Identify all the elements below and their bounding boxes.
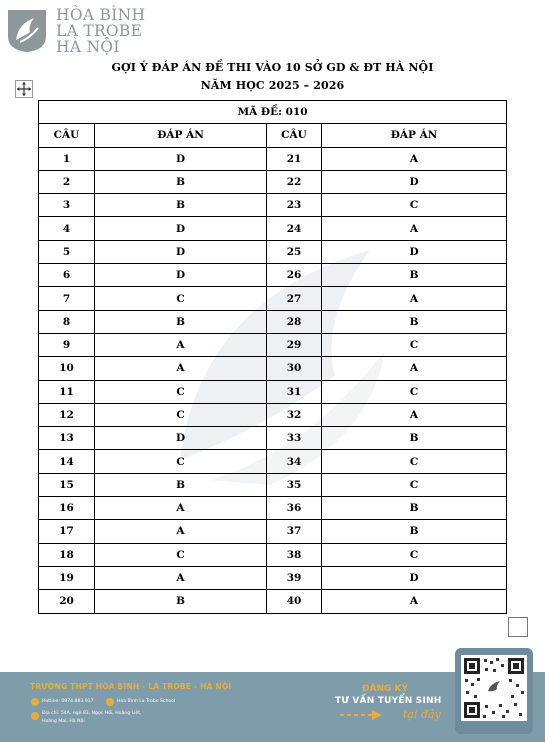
question-number-right: 26	[267, 264, 322, 287]
question-number-right: 32	[267, 403, 322, 426]
answer-left: B	[95, 590, 267, 613]
answer-key-table	[38, 100, 507, 614]
question-number-left: 9	[39, 333, 95, 356]
exam-code-row	[39, 101, 507, 124]
question-number-left: 8	[39, 310, 95, 333]
answer-left: C	[95, 380, 267, 403]
question-number-right: 34	[267, 450, 322, 473]
logo-line-2: LA TROBE	[56, 22, 143, 40]
answer-right: C	[322, 450, 507, 473]
answer-left: D	[95, 264, 267, 287]
logo-wordmark	[56, 7, 145, 55]
table-resize-handle[interactable]	[508, 617, 528, 637]
question-number-left: 19	[39, 566, 95, 589]
table-row	[39, 240, 507, 263]
table-row	[39, 333, 507, 356]
answer-left: B	[95, 310, 267, 333]
answer-left: D	[95, 427, 267, 450]
answer-left: A	[95, 566, 267, 589]
question-number-right: 24	[267, 217, 322, 240]
question-number-left: 17	[39, 520, 95, 543]
answer-left: C	[95, 403, 267, 426]
question-number-right: 31	[267, 380, 322, 403]
question-number-left: 15	[39, 473, 95, 496]
arrow-right-icon	[340, 710, 382, 720]
answer-right: A	[322, 147, 507, 170]
answer-right: D	[322, 566, 507, 589]
table-row	[39, 170, 507, 193]
header-answer-right: ĐÁP ÁN	[322, 124, 507, 147]
table-row	[39, 473, 507, 496]
answer-left: C	[95, 543, 267, 566]
answer-right: A	[322, 357, 507, 380]
question-number-right: 27	[267, 287, 322, 310]
question-number-left: 13	[39, 427, 95, 450]
question-number-right: 28	[267, 310, 322, 333]
table-move-handle[interactable]	[15, 80, 33, 98]
header-question-left: CÂU	[39, 124, 95, 147]
answer-right: D	[322, 170, 507, 193]
logo-line-1: HÒA BÌNH	[56, 6, 146, 24]
footer-address-1: Địa chỉ: 54A, ngõ 83, Ngọc Hồi, Hoàng Liệt,	[42, 711, 142, 716]
cta-register: ĐĂNG KÝ	[362, 684, 409, 694]
answer-left: A	[95, 520, 267, 543]
question-number-left: 1	[39, 147, 95, 170]
answer-rows	[39, 147, 507, 613]
table-row	[39, 566, 507, 589]
table-row	[39, 217, 507, 240]
question-number-left: 2	[39, 170, 95, 193]
answer-left: A	[95, 357, 267, 380]
answer-right: C	[322, 333, 507, 356]
question-number-left: 10	[39, 357, 95, 380]
question-number-right: 23	[267, 194, 322, 217]
cta-admission-consult: TƯ VẤN TUYỂN SINH	[335, 696, 442, 706]
answer-right: A	[322, 590, 507, 613]
answer-right: A	[322, 217, 507, 240]
exam-code: MÃ ĐỀ: 010	[39, 101, 507, 124]
question-number-left: 16	[39, 497, 95, 520]
question-number-left: 11	[39, 380, 95, 403]
move-arrows-icon	[16, 81, 32, 97]
dove-leaf-logo-icon	[4, 6, 50, 54]
phone-icon	[31, 698, 39, 706]
facebook-icon	[106, 698, 114, 706]
table-row	[39, 590, 507, 613]
answer-left: C	[95, 287, 267, 310]
document-title: GỢI Ý ĐÁP ÁN ĐỀ THI VÀO 10 SỞ GD & ĐT HÀ NỘI	[111, 61, 434, 74]
question-number-right: 29	[267, 333, 322, 356]
location-icon	[31, 712, 39, 720]
table-row	[39, 427, 507, 450]
table-row	[39, 380, 507, 403]
table-row	[39, 264, 507, 287]
question-number-right: 38	[267, 543, 322, 566]
answer-left: D	[95, 147, 267, 170]
question-number-left: 18	[39, 543, 95, 566]
school-year: NĂM HỌC 2025 – 2026	[200, 79, 345, 92]
answer-left: D	[95, 217, 267, 240]
answer-right: C	[322, 380, 507, 403]
table-row	[39, 520, 507, 543]
question-number-right: 22	[267, 170, 322, 193]
question-number-left: 3	[39, 194, 95, 217]
answer-right: D	[322, 240, 507, 263]
table-row	[39, 310, 507, 333]
question-number-left: 5	[39, 240, 95, 263]
footer-address-2: Hoàng Mai, Hà Nội	[42, 719, 85, 724]
table-row	[39, 403, 507, 426]
table-row	[39, 543, 507, 566]
answer-left: B	[95, 194, 267, 217]
answer-left: A	[95, 497, 267, 520]
answer-right: A	[322, 287, 507, 310]
answer-right: C	[322, 194, 507, 217]
answer-left: B	[95, 473, 267, 496]
header-answer-left: ĐÁP ÁN	[95, 124, 267, 147]
answer-right: B	[322, 520, 507, 543]
question-number-right: 36	[267, 497, 322, 520]
qr-code-icon[interactable]	[461, 655, 527, 721]
answer-right: C	[322, 473, 507, 496]
answer-left: A	[95, 333, 267, 356]
table-row	[39, 287, 507, 310]
answer-right: C	[322, 543, 507, 566]
table-row	[39, 497, 507, 520]
school-logo	[4, 6, 154, 58]
answer-left: D	[95, 240, 267, 263]
table-row	[39, 147, 507, 170]
answer-right: B	[322, 310, 507, 333]
question-number-left: 7	[39, 287, 95, 310]
question-number-right: 39	[267, 566, 322, 589]
question-number-left: 20	[39, 590, 95, 613]
question-number-left: 14	[39, 450, 95, 473]
question-number-right: 30	[267, 357, 322, 380]
question-number-right: 25	[267, 240, 322, 263]
question-number-right: 40	[267, 590, 322, 613]
question-number-right: 21	[267, 147, 322, 170]
answer-left: B	[95, 170, 267, 193]
table-row	[39, 194, 507, 217]
footer-hotline: Hotline: 0974.883.917	[42, 699, 94, 704]
footer-facebook: Hòa Bình La Trobe School	[117, 699, 176, 704]
logo-line-3: HÀ NỘI	[56, 38, 120, 56]
answer-right: A	[322, 403, 507, 426]
footer-school-name: TRƯỜNG THPT HÒA BÌNH - LA TROBE - HÀ NỘI	[30, 682, 232, 691]
question-number-left: 4	[39, 217, 95, 240]
header-question-right: CÂU	[267, 124, 322, 147]
table-row	[39, 450, 507, 473]
question-number-right: 33	[267, 427, 322, 450]
question-number-right: 37	[267, 520, 322, 543]
table-row	[39, 357, 507, 380]
question-number-left: 12	[39, 403, 95, 426]
cta-here: tại đây	[403, 708, 441, 721]
answer-right: B	[322, 427, 507, 450]
answer-right: B	[322, 497, 507, 520]
question-number-left: 6	[39, 264, 95, 287]
answer-right: B	[322, 264, 507, 287]
table-header-row	[39, 124, 507, 147]
question-number-right: 35	[267, 473, 322, 496]
answer-left: C	[95, 450, 267, 473]
